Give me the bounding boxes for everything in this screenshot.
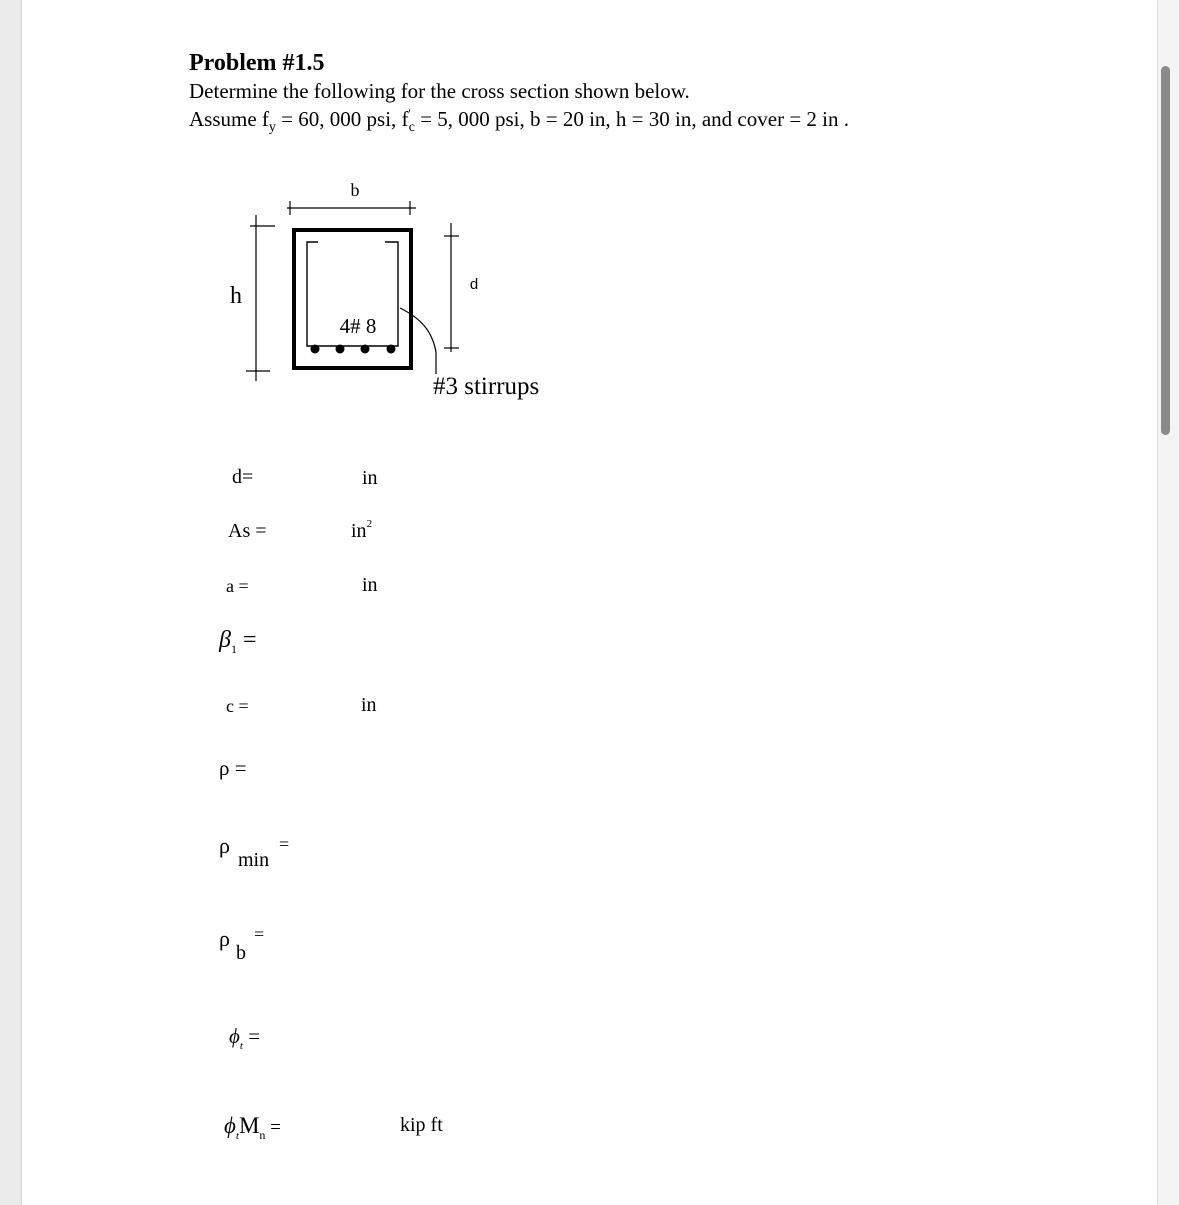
d-dim-label: d — [469, 276, 479, 293]
b-dimension — [287, 201, 416, 215]
rho-min-subscript: min — [238, 849, 270, 871]
d-answer-label: d= — [232, 466, 254, 488]
rebar-1 — [311, 345, 320, 354]
phi-t-answer-label: $\phi_t$ = — [229, 1024, 261, 1052]
a-answer-unit: in — [362, 574, 378, 596]
rho-min-symbol: ρ — [219, 833, 230, 858]
rho-b-equals: = — [254, 924, 265, 944]
problem-intro: Determine the following for the cross section shown below. — [189, 79, 690, 103]
rebar-3 — [361, 345, 370, 354]
as-answer-unit: $in^2$ — [351, 518, 373, 542]
stirrups-label: #3 stirrups — [433, 373, 540, 400]
c-answer-unit: in — [361, 694, 377, 716]
rebar-2 — [336, 345, 345, 354]
problem-title: Problem #1.5 — [189, 50, 325, 76]
rho-b-subscript: b — [236, 942, 246, 964]
d-dimension — [444, 223, 459, 352]
c-answer-label: c = — [226, 696, 249, 716]
as-answer-label: As = — [228, 520, 267, 542]
moment-unit: kip ft — [400, 1114, 443, 1136]
h-dimension — [246, 215, 275, 381]
bars-label: 4# 8 — [339, 314, 377, 338]
beta1-answer-label: $\beta_1$ = — [219, 627, 257, 656]
rho-b-symbol: ρ — [219, 926, 230, 951]
problem-assumptions: Assume $f_y = 60$, 000 psi, $f'_c = 5$, 000 psi, b = 20 in, h = 30 in, and cover = 2 in . — [189, 106, 849, 135]
d-answer-unit: in — [362, 467, 378, 489]
rho-answer-label: ρ = — [219, 756, 247, 780]
rho-min-equals: = — [279, 834, 290, 854]
phi-mn-answer-label: $\phi_tM_n$ = — [224, 1113, 281, 1142]
stirrup-leader-line — [400, 308, 436, 374]
h-dim-label: h — [230, 283, 242, 309]
b-dim-label: b — [350, 180, 360, 200]
rebar-4 — [387, 345, 396, 354]
a-answer-label: a = — [226, 576, 249, 596]
